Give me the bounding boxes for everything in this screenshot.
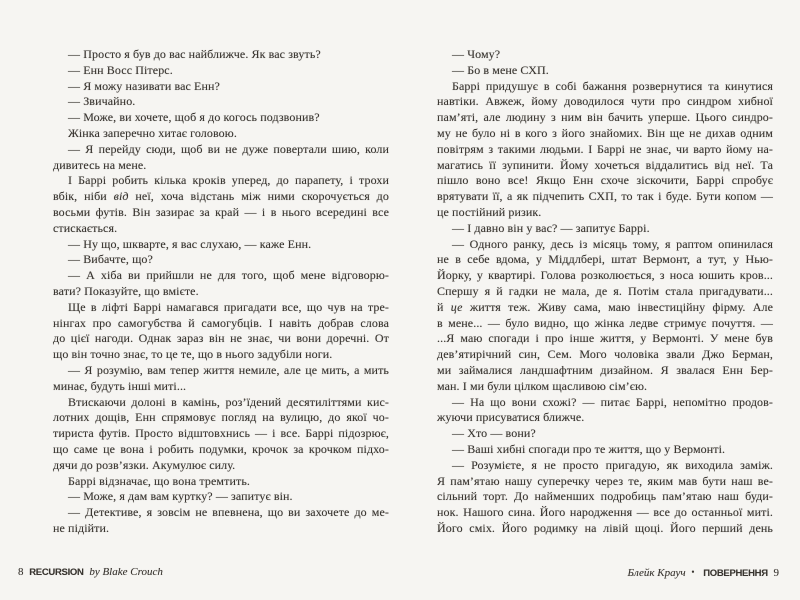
text-line: дячи до розв’язки. Акумулює силу. xyxy=(53,457,236,472)
text-line: — Я розумію, вам тепер життя немиле, але це мить, а мить xyxy=(68,362,389,377)
text-line: — Звичайно. xyxy=(68,94,136,109)
text-line: восьми футів. Він зазирає за край — і в нього всередині все xyxy=(53,204,389,219)
text-line: — Ваші хибні спогади про те життя, що у Вермонті. xyxy=(452,441,726,456)
text-line: — На що вони схожі? — питає Баррі, непомітно продов- xyxy=(452,394,773,409)
text-line: що саме це вона і робить подумки, крочок за крочком підхо- xyxy=(53,441,389,456)
text-line: Баррі придушує в собі бажання розвернутися та кинутися xyxy=(452,78,773,93)
text-line: Баррі відзначає, що вона тремтить. xyxy=(68,473,250,488)
text-line: пішло воно все! Якщо Енн схоче зіскочити, Баррі спробує xyxy=(437,173,773,188)
text-line: сільний торт. До найменших подробиць пам’ятаю наш буди- xyxy=(437,489,773,504)
text-line: не підійти. xyxy=(53,520,110,535)
right-page-text xyxy=(437,47,773,537)
text-line: — Розумієте, я не просто пригадую, як виходила заміж. xyxy=(452,457,773,472)
text-line: ...Я маю спогади і про інше життя, у Вермонті. У мене був xyxy=(437,331,773,346)
text-line: Ще в ліфті Баррі намагався пригадати все, що чув на тре- xyxy=(68,299,389,314)
text-line: тириста футів. Просто відштовхнись — і все. Баррі підозрює, xyxy=(53,426,389,441)
text-line: — Просто я був до вас найближче. Як вас звуть? xyxy=(68,47,321,61)
right-page-footer xyxy=(627,565,779,581)
text-line: Спершу я й гадки не мала, де я. Потім стала пригадувати... xyxy=(437,283,773,298)
text-line: — Чому? xyxy=(452,47,501,61)
text-line: — Енн Восс Пітерс. xyxy=(68,62,173,77)
text-line: Його сміх. Його родимку на лівій щоці. Його перший день xyxy=(437,520,773,535)
text-line: ман. І ми були цілком щасливою сім’єю. xyxy=(437,378,648,393)
text-line: в мене... — було видно, що жінка ледве стримує почуття. — xyxy=(437,315,773,330)
text-line: Втискаючи долоні в камінь, роз’їдений десятиліттями кис- xyxy=(68,394,389,409)
text-line: — Я перейду сюди, щоб ви не дуже повертали шию, коли xyxy=(68,141,389,156)
text-line: навтіки. Авжеж, йому доводилося чути про синдром хибної xyxy=(437,94,773,109)
page-number: 8 xyxy=(18,566,24,578)
text-line: вати? Показуйте, що вмієте. xyxy=(53,283,199,298)
text-line: це постійний ризик. xyxy=(437,204,542,219)
text-line: повітрям з такими людьми. І Баррі не знає, чи варто йому на- xyxy=(437,141,773,156)
text-line: й це життя теж. Живу сама, маю інвестиційну фірму. Але xyxy=(437,299,773,314)
text-line: що він точно знає, то це те, що в нього задубіли ноги. xyxy=(53,347,333,362)
text-line: — Може, ви хочете, щоб я до когось подзвонив? xyxy=(68,110,320,125)
book-title-logo: RECURSION xyxy=(29,567,84,578)
text-line: магатись її зупинити. Йому хочеться віддалитись від неї. Та xyxy=(437,157,773,172)
bullet-separator: • xyxy=(691,567,695,577)
text-line: вбік, ніби від неї, хоча відстань між ними скорочується до xyxy=(53,189,389,204)
text-line: дев’ятирічний син, Сем. Мого чоловіка звали Джо Берман, xyxy=(437,347,773,362)
text-line: пам’яті, але людину з ним він бачить уперше. Цього синдро- xyxy=(437,110,773,125)
text-line: Я пам’ятаю нашу суперечку через те, яким мав бути наш ве- xyxy=(437,473,773,488)
text-line: — Може, я дам вам куртку? — запитує він. xyxy=(68,489,293,504)
text-line: Йорку, у квартирі. Голова розколюється, з носа юшить кров... xyxy=(437,268,773,283)
text-line: — Одного ранку, десь із місяць тому, я раптом опинилася xyxy=(452,236,773,251)
text-line: — Я можу називати вас Енн? xyxy=(68,78,220,93)
page-number: 9 xyxy=(773,567,779,579)
left-page-text xyxy=(53,47,389,537)
left-page-footer xyxy=(18,565,163,580)
text-line: нінгах про самогубства й самогубців. І навіть добрав слова xyxy=(53,315,389,330)
byline-text: by Blake Crouch xyxy=(89,566,163,578)
text-line: — Бо в мене СХП. xyxy=(452,62,549,77)
text-line: дивитесь на мене. xyxy=(53,157,147,172)
text-line: стискається. xyxy=(53,220,118,235)
text-line: — І давно він у вас? — запитує Баррі. xyxy=(452,220,650,235)
text-line: — Детективе, я зовсім не впевнена, що ви захочете до ме- xyxy=(68,505,389,520)
text-line: врятувати її, а як підчепить СХП, то так і буде. Бути копом — xyxy=(437,189,773,204)
text-line: — Вибачте, що? xyxy=(68,252,153,267)
text-line: му не було ні в кого з його знайомих. Він ще не дихав одним xyxy=(437,125,773,140)
text-line: нок. Нашого сина. Його народження — все до останньої миті. xyxy=(437,505,773,520)
text-line: — А хіба ви прийшли не для того, щоб мене відговорю- xyxy=(68,268,389,283)
text-line: Жінка заперечно хитає головою. xyxy=(68,125,237,140)
text-line: минає, будуть інші миті... xyxy=(53,378,187,393)
text-line: — Ну що, шкварте, я вас слухаю, — каже Енн. xyxy=(68,236,312,251)
text-line: І Баррі робить кілька кроків уперед, до парапету, і трохи xyxy=(68,173,389,188)
author-name: Блейк Крауч xyxy=(627,567,686,579)
book-title-logo: ПОВЕРНЕННЯ xyxy=(703,568,768,579)
text-line: до цієї нагоди. Однак зараз він не знає, чи вони доречні. От xyxy=(53,331,389,346)
text-line: не в себе вдома, у Міддлбері, штат Вермонт, а тут, у Нью- xyxy=(437,252,773,267)
text-line: ми займалися ландшафтним дизайном. Я звалася Енн Бер- xyxy=(437,362,773,377)
text-line: лотних дощів, Енн спрямовує погляд на вулицю, до якої чо- xyxy=(53,410,389,425)
text-line: — Хто — вони? xyxy=(452,426,536,441)
text-line: жуючи присуватися ближче. xyxy=(437,410,585,425)
